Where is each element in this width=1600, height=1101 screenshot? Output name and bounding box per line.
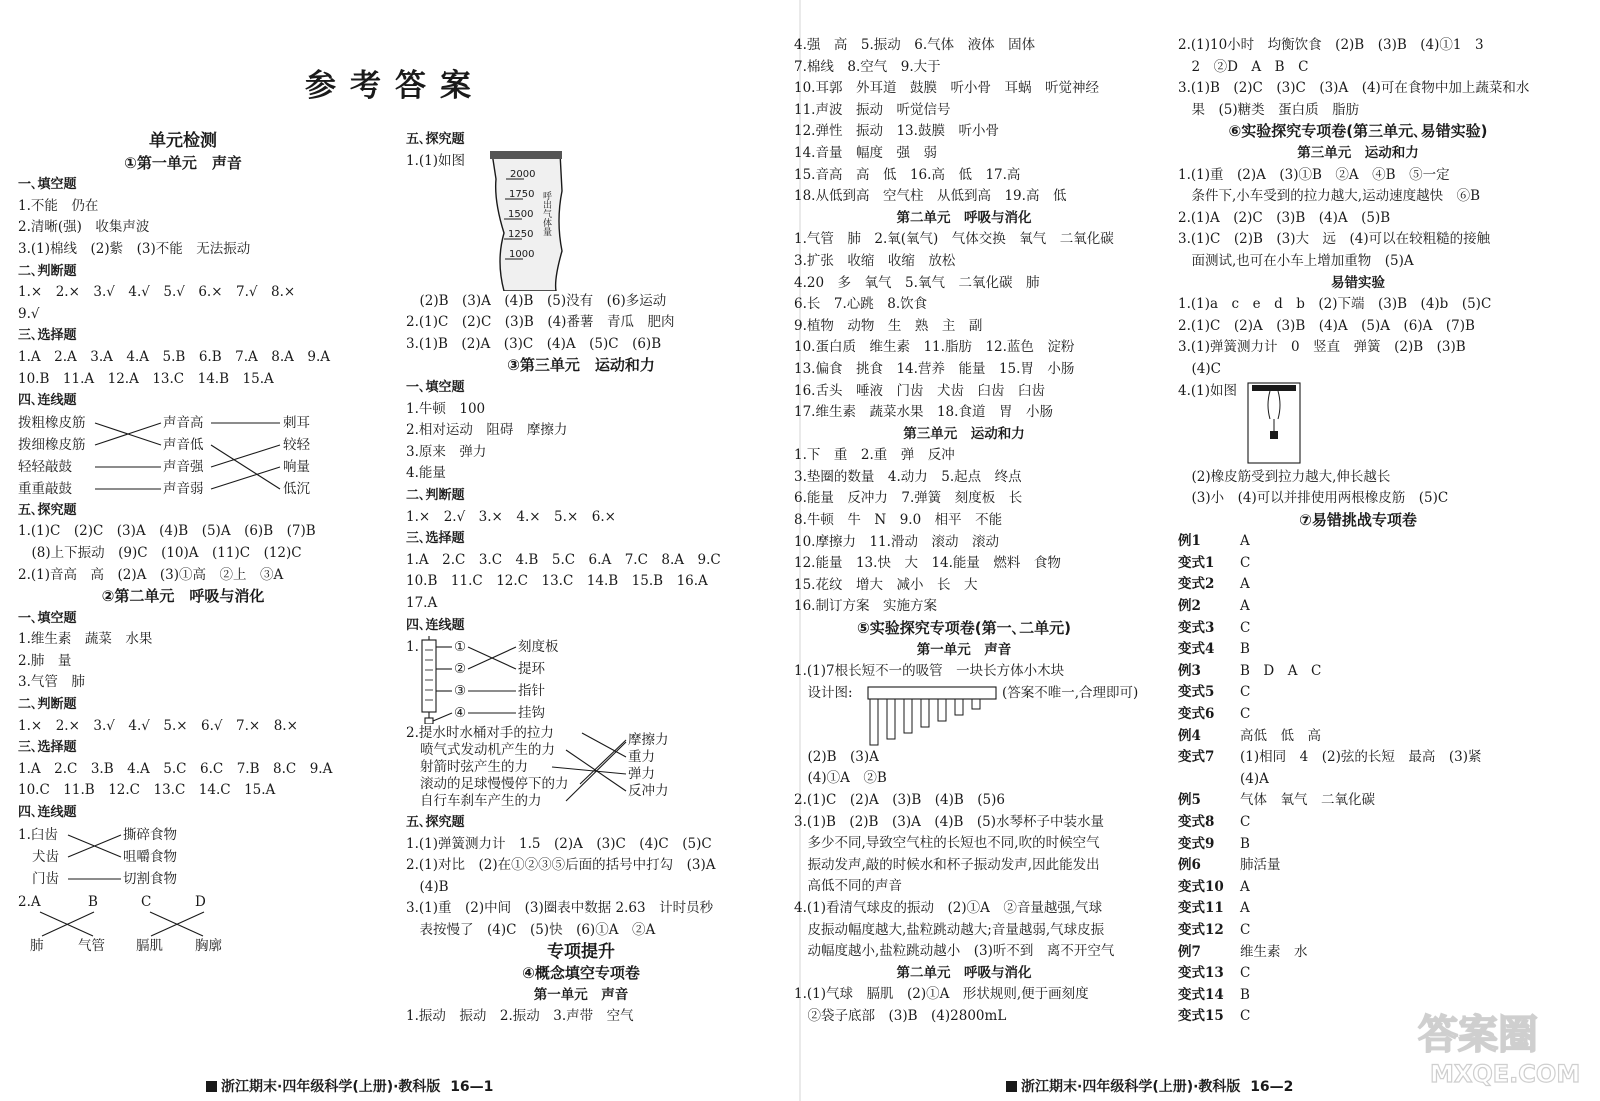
match-top: 2.A (18, 893, 41, 910)
section-heading: 单元检测 (149, 131, 217, 151)
answer-line: 2.(1)C (2)C (3)B (4)番薯 青瓜 肥肉 (406, 314, 675, 331)
match-bottom: 气管 (78, 937, 105, 954)
answer-line: 1.A 2.A 3.A 4.A 5.B 6.B 7.A 8.A 9.A (18, 348, 331, 365)
match-left: 1.臼齿 (18, 826, 58, 843)
item-answer: A (1240, 576, 1250, 593)
challenge-item (1178, 682, 1578, 704)
answer-line: 10.摩擦力 11.滑动 滚动 滚动 (794, 533, 999, 550)
challenge-item (1178, 790, 1578, 812)
challenge-item (1178, 920, 1578, 942)
footer-square-icon (1006, 1081, 1017, 1092)
matching-diagram-sound (18, 412, 398, 500)
match-right: 重力 (628, 749, 655, 766)
match-num: ④ (454, 705, 467, 722)
match-mid: 声音高 (163, 414, 204, 431)
item-answer: C (1240, 965, 1251, 982)
answer-line: 1.A 2.C 3.C 4.B 5.C 6.A 7.C 8.A 9.C (406, 551, 721, 568)
item-label: 变式4 (1178, 641, 1215, 658)
answer-line: 动幅度越小,盐粒跳动越小 (3)听不到 离不开空气 (794, 943, 1115, 960)
answer-line: 1.(1)弹簧测力计 1.5 (2)A (3)C (4)C (5)C (406, 835, 712, 852)
answer-line: 4.强 高 5.振动 6.气体 液体 固体 (794, 37, 1036, 53)
match-right: 低沉 (283, 480, 310, 497)
section-label: 四､连线题 (18, 393, 77, 409)
section-label: 五､探究题 (406, 815, 465, 831)
answer-line: ②袋子底部 (3)B (4)2800mL (794, 1007, 1007, 1024)
answer-line: 2.相对运动 阻碍 摩擦力 (406, 422, 568, 439)
challenge-item (1178, 618, 1578, 640)
match-mid: 声音弱 (163, 480, 204, 497)
item-label: 变式8 (1178, 814, 1215, 830)
column-2 (406, 129, 786, 1028)
answer-line: 12.弹性 振动 13.鼓膜 听小骨 (794, 123, 999, 140)
match-bottom: 膈肌 (136, 937, 163, 954)
answer-line: 1.振动 振动 2.振动 3.声带 空气 (406, 1008, 634, 1025)
matching-lines (18, 412, 398, 500)
item-answer: A (1240, 598, 1250, 615)
item-label: 变式7 (1178, 749, 1215, 766)
unit-title: ①第一单元 声音 (124, 153, 242, 172)
challenge-item (1178, 704, 1578, 726)
item-label: 例7 (1178, 943, 1201, 960)
item-label: 变式13 (1178, 965, 1224, 982)
section-label: 三､选择题 (18, 328, 77, 344)
answer-line: 条件下,小车受到的拉力越大,运动速度越快 ⑥B (1178, 188, 1481, 205)
match-right: 弹力 (628, 766, 655, 783)
item-label: 变式6 (1178, 706, 1215, 723)
watermark-text: 答案圈 (1418, 1012, 1538, 1058)
match-left: 滚动的足球慢慢停下的力 (420, 776, 569, 793)
answer-line: 9.植物 动物 生 熟 主 副 (794, 317, 983, 334)
unit-title: ②第二单元 呼吸与消化 (101, 587, 265, 606)
item-answer: A (1240, 878, 1250, 895)
item-answer: C (1240, 814, 1251, 830)
match-num: ① (454, 639, 467, 656)
force-matching (406, 724, 786, 812)
match-right: 指针 (518, 683, 545, 700)
answer-line: 2.肺 量 (18, 652, 72, 669)
answer-line: (8)上下振动 (9)C (10)A (11)C (12)C (18, 544, 302, 561)
item-answer: C (1240, 619, 1251, 636)
match-right: 较轻 (283, 436, 310, 453)
section-heading: 专项提升 (547, 941, 615, 962)
match-left: 门齿 (32, 870, 59, 887)
answer-line: 10.B 11.A 12.A 13.C 14.B 15.A (18, 370, 274, 387)
answer-line: 14.音量 幅度 强 弱 (794, 144, 937, 161)
footer-text: ·四年级科学(上册)·教科版 (1077, 1079, 1241, 1095)
answer-line: 1.牛顿 100 (406, 400, 486, 417)
item-label: 变式14 (1178, 986, 1224, 1003)
match-right: 反冲力 (628, 783, 669, 800)
answer-line: 设计图: (794, 684, 853, 701)
item-label: 例1 (1178, 533, 1201, 550)
match-left: 喷气式发动机产生的力 (420, 742, 555, 759)
answer-line: 6.能量 反冲力 7.弹簧 刻度板 长 (794, 490, 1023, 507)
answer-line: 3.原来 弹力 (406, 443, 487, 460)
match-top: D (195, 893, 206, 910)
answer-line: (2)橡皮筋受到拉力越大,伸长越长 (1178, 468, 1391, 485)
answer-line: (2)B (3)A (4)B (5)没有 (6)多运动 (406, 292, 667, 309)
rubber-band-figure (1178, 381, 1578, 467)
answer-line: 振动发声,敲的时候水和杯子振动发声,因此能发出 (794, 856, 1100, 873)
answer-line: 表按慢了 (4)C (5)快 (6)①A ②A (406, 922, 656, 939)
answer-line: 18.从低到高 空气柱 从低到高 19.高 低 (794, 188, 1067, 205)
answer-line: 10.C 11.B 12.C 13.C 14.C 15.A (18, 782, 276, 799)
item-answer: 维生素 水 (1240, 943, 1308, 960)
section-label: 二､判断题 (18, 697, 77, 713)
challenge-item (1178, 834, 1578, 856)
match-bottom: 胸廓 (195, 937, 222, 954)
answer-line: 4.20 多 氧气 5.氧气 二氧化碳 肺 (794, 274, 1040, 291)
tick-label: 1250 (508, 228, 534, 240)
answer-line: 13.偏食 挑食 14.营养 能量 15.胃 小肠 (794, 360, 1075, 377)
challenge-item (1178, 769, 1578, 791)
answer-line: 2.(1)C (2)A (3)B (4)B (5)6 (794, 792, 1006, 808)
challenge-item (1178, 942, 1578, 964)
challenge-item (1178, 877, 1578, 899)
challenge-item (1178, 747, 1578, 769)
answer-line: 6.长 7.心跳 8.饮食 (794, 296, 928, 313)
item-label: 变式3 (1178, 619, 1215, 636)
watermark-url: MXQE.COM (1430, 1060, 1581, 1088)
challenge-item (1178, 898, 1578, 920)
match-right: 响量 (283, 458, 310, 475)
answer-line: 1.(1)7根长短不一的吸管 一块长方体小木块 (794, 663, 1065, 680)
unit-title: ③第三单元 运动和力 (507, 356, 655, 375)
answer-line: 17.A (406, 594, 438, 611)
answer-line: 1.A 2.C 3.B 4.A 5.C 6.C 7.B 8.C 9.A (18, 760, 333, 777)
spring-scale-matching (406, 636, 786, 724)
spring-scale-drawing (406, 636, 786, 724)
unit-title: ⑦易错挑战专项卷 (1299, 510, 1417, 529)
item-label: 例3 (1178, 662, 1201, 679)
match-num: 1. (406, 639, 419, 656)
section-label: 二､判断题 (406, 487, 465, 503)
challenge-item (1178, 553, 1578, 575)
subunit-title: 第一单元 声音 (533, 986, 629, 1003)
tick-label: 1750 (509, 188, 535, 200)
section-label: 三､选择题 (18, 740, 77, 756)
unit-title: ④概念填空专项卷 (522, 964, 640, 983)
subunit-title: 第二单元 呼吸与消化 (896, 209, 1032, 226)
challenge-item (1178, 596, 1578, 618)
item-answer: C (1240, 921, 1251, 938)
answer-line: 1.下 重 2.重 弹 反冲 (794, 447, 955, 464)
challenge-item (1178, 574, 1578, 596)
item-answer: B (1240, 641, 1250, 658)
answer-line: 2.(1)A (2)C (3)B (4)A (5)B (1178, 209, 1391, 226)
item-answer: C (1240, 706, 1251, 723)
section-label: 五､探究题 (406, 132, 465, 147)
answer-line: 3.(1)重 (2)中间 (3)圈表中数据 2.63 计时员秒 (406, 900, 714, 917)
answer-line: 4.能量 (406, 465, 446, 482)
bag-figure (406, 151, 786, 291)
unit-title: ⑤实验探究专项卷(第一､二单元) (857, 619, 1071, 638)
column-4 (1178, 35, 1578, 1028)
answer-line: 3.扩张 收缩 收缩 放松 (794, 252, 956, 269)
answer-line: 1.× 2.× 3.√ 4.√ 5.× 6.√ 7.× 8.× (18, 717, 298, 734)
answer-line: 2.(1)C (2)A (3)B (4)A (5)A (6)A (7)B (1178, 317, 1475, 334)
column-1 (18, 131, 398, 956)
answer-line: 8.牛顿 牛 N 9.0 相平 不能 (794, 512, 1003, 529)
right-page (794, 0, 1600, 1101)
answer-line: 1.× 2.× 3.√ 4.√ 5.√ 6.× 7.√ 8.× (18, 284, 296, 301)
answer-line: 7.棉线 8.空气 9.大于 (794, 58, 941, 75)
answer-line: 皮振动幅度越大,盐粒跳动越大;音量越弱,气球皮振 (794, 921, 1105, 938)
footer-text: ·四年级科学(上册)·教科版 (277, 1079, 441, 1095)
challenge-item (1178, 639, 1578, 661)
section-label: 一､填空题 (18, 610, 77, 626)
answer-line: 4.(1)看清气球皮的振动 (2)①A ②音量越强,气球 (794, 899, 1103, 916)
answer-line: 10.B 11.C 12.C 13.C 14.B 15.B 16.A (406, 573, 708, 590)
answer-line: 1.维生素 蔬菜 水果 (18, 631, 153, 648)
subunit-title: 第三单元 运动和力 (903, 425, 1025, 442)
section-label: 一､填空题 (18, 177, 77, 193)
match-left: 自行车刹车产生的力 (420, 793, 542, 810)
force-matching-lines (406, 724, 786, 812)
tick-label: 1500 (508, 208, 534, 220)
answer-line: (4)B (406, 878, 449, 895)
answer-line: 16.舌头 唾液 门齿 犬齿 臼齿 臼齿 (794, 382, 1045, 399)
match-right: 切割食物 (123, 870, 177, 887)
answer-line: 面测试,也可在小车上增加重物 (5)A (1178, 252, 1414, 269)
watermark (1390, 1000, 1590, 1090)
subunit-title: 第一单元 声音 (916, 641, 1012, 658)
match-right: 刻度板 (518, 639, 559, 656)
item-answer: (4)A (1240, 770, 1269, 787)
answer-line: 2.(1)对比 (2)在①②③⑤后面的括号中打勾 (3)A (406, 857, 716, 874)
footer-brand: 浙江期末 (221, 1079, 277, 1095)
match-right: 提环 (518, 661, 545, 678)
answer-line: 3.(1)B (2)B (3)A (4)B (5)水琴杯子中装水量 (794, 813, 1105, 830)
challenge-item (1178, 661, 1578, 683)
section-label: 五､探究题 (18, 502, 77, 518)
item-label: 变式10 (1178, 878, 1224, 895)
page-number: 16—2 (1250, 1079, 1294, 1095)
subunit-title: 第三单元 运动和力 (1297, 144, 1419, 161)
match-right: 咀嚼食物 (123, 848, 177, 865)
answer-line: 1.气管 肺 2.氧(氧气) 气体交换 氧气 二氧化碳 (794, 231, 1114, 248)
match-mid: 声音强 (163, 458, 204, 475)
answer-line: 3.(1)棉线 (2)紫 (3)不能 无法振动 (18, 240, 251, 257)
answer-line: 16.制订方案 实施方案 (794, 598, 937, 615)
answer-line: 1.(1)气球 膈肌 (2)①A 形状规则,便于画刻度 (794, 986, 1089, 1003)
answer-line: 17.维生素 蔬菜水果 18.食道 胃 小肠 (794, 404, 1053, 421)
answer-line: 多少不同,导致空气柱的长短也不同,吹的时候空气 (794, 835, 1100, 852)
item-answer: (1)相同 4 (2)弦的长短 最高 (3)紧 (1240, 749, 1482, 766)
answer-line: 1.(1)如图 (406, 152, 466, 169)
challenge-items (1178, 531, 1578, 1028)
answer-line: 3.垫圈的数量 4.动力 5.起点 终点 (794, 468, 1022, 485)
item-answer: 气体 氧气 二氧化碳 (1240, 792, 1375, 809)
answer-line: 3.(1)B (2)A (3)C (4)A (5)C (6)B (406, 335, 662, 352)
answer-line: 2.(1)10小时 均衡饮食 (2)B (3)B (4)①1 3 (1178, 37, 1484, 53)
match-mid: 声音低 (163, 436, 204, 453)
item-answer: B (1240, 835, 1250, 852)
challenge-item (1178, 855, 1578, 877)
item-label: 例5 (1178, 792, 1201, 809)
column-3 (794, 35, 1184, 1028)
match-right: 摩擦力 (628, 732, 669, 749)
answer-line: 3.(1)弹簧测力计 0 竖直 弹簧 (2)B (3)B (1178, 339, 1466, 356)
footer-brand: 浙江期末 (1021, 1079, 1077, 1095)
match-left: 2.提水时水桶对手的拉力 (406, 725, 554, 742)
watermark-logo (1390, 1000, 1590, 1090)
item-answer: A (1240, 900, 1250, 917)
page-title: 参考答案 (305, 68, 485, 104)
subunit-title: 易错实验 (1331, 274, 1385, 291)
answer-line: 高低不同的声音 (794, 878, 902, 895)
item-label: 变式11 (1178, 900, 1224, 917)
answer-line: 1.× 2.√ 3.× 4.× 5.× 6.× (406, 508, 616, 525)
page-number: 16—1 (450, 1079, 494, 1095)
section-label: 四､连线题 (18, 805, 77, 821)
challenge-item (1178, 812, 1578, 834)
page-footer (1006, 1076, 1293, 1096)
section-label: 二､判断题 (18, 263, 77, 279)
item-answer: C (1240, 1008, 1251, 1025)
section-label: 三､选择题 (406, 531, 465, 547)
unit-title: ⑥实验探究专项卷(第三单元､易错实验) (1228, 122, 1488, 141)
rubber-band-drawing (1178, 381, 1578, 467)
answer-line: 2.清晰(强) 收集声波 (18, 219, 150, 236)
bag-label: 呼出气体量 (541, 190, 551, 236)
item-answer: C (1240, 684, 1251, 701)
straw-design-figure (794, 683, 1184, 747)
matching-diagram-teeth (18, 824, 398, 956)
challenge-item (1178, 726, 1578, 748)
answer-line: (4)①A ②B (794, 770, 887, 787)
match-left: 犬齿 (32, 848, 59, 865)
answer-line: 1.(1)C (2)C (3)A (4)B (5)A (6)B (7)B (18, 523, 316, 540)
tick-label: 2000 (510, 168, 536, 180)
item-answer: A (1240, 533, 1250, 550)
answer-line: (2)B (3)A (794, 748, 879, 765)
section-label: 四､连线题 (406, 617, 465, 633)
item-label: 变式2 (1178, 576, 1215, 593)
answer-line: 1.(1)a c e d b (2)下端 (3)B (4)b (5)C (1178, 296, 1492, 313)
item-label: 例4 (1178, 727, 1201, 744)
match-top: B (88, 893, 98, 910)
tick-label: 1000 (509, 248, 535, 260)
answer-line: (3)小 (4)可以并排使用两根橡皮筋 (5)C (1178, 490, 1449, 507)
item-label: 变式12 (1178, 921, 1224, 938)
match-num: ③ (454, 683, 467, 700)
answer-line: 3.(1)C (2)B (3)大 远 (4)可以在较粗糙的接触 (1178, 231, 1491, 248)
answer-line: 3.气管 肺 (18, 674, 85, 691)
item-answer: B (1240, 986, 1250, 1003)
match-left: 拨细橡皮筋 (18, 436, 86, 453)
answer-line: 4.(1)如图 (1178, 382, 1238, 399)
item-answer: 肺活量 (1240, 857, 1281, 874)
item-label: 变式1 (1178, 554, 1215, 571)
answer-line: 10.蛋白质 维生素 11.脂肪 12.蓝色 淀粉 (794, 339, 1075, 356)
matching-lines (18, 824, 398, 956)
match-left: 拨粗橡皮筋 (18, 414, 86, 431)
match-left: 重重敲鼓 (18, 480, 72, 497)
item-label: 变式15 (1178, 1008, 1224, 1025)
item-label: 例2 (1178, 598, 1201, 615)
item-answer: C (1240, 554, 1251, 571)
item-label: 例6 (1178, 857, 1201, 874)
answer-line: 10.耳郭 外耳道 鼓膜 听小骨 耳蜗 听觉神经 (794, 80, 1099, 97)
answer-line: 果 (5)糖类 蛋白质 脂肪 (1178, 101, 1360, 118)
match-right: 撕碎食物 (123, 826, 177, 843)
match-num: ② (454, 661, 467, 678)
answer-line: 1.不能 仍在 (18, 197, 99, 214)
answer-line: 9.√ (18, 305, 40, 322)
match-left: 射箭时弦产生的力 (420, 759, 528, 776)
match-right: 刺耳 (283, 414, 310, 431)
answer-line: (4)C (1178, 360, 1221, 377)
item-label: 变式9 (1178, 835, 1215, 852)
answer-line: 1.(1)重 (2)A (3)①B ②A ④B ⑤一定 (1178, 166, 1450, 183)
answer-line: 3.(1)B (2)C (3)C (3)A (4)可在食物中加上蔬菜和水 (1178, 80, 1530, 97)
footer-square-icon (206, 1081, 217, 1092)
answer-line: 15.花纹 增大 减小 长 大 (794, 576, 978, 593)
match-bottom: 肺 (30, 937, 44, 954)
match-left: 轻轻敲鼓 (18, 458, 72, 475)
item-answer: B D A C (1240, 662, 1322, 679)
page-footer (206, 1076, 493, 1096)
answer-note: (答案不唯一,合理即可) (1002, 684, 1139, 701)
challenge-item (1178, 531, 1578, 553)
answer-line: 2.(1)音高 高 (2)A (3)①高 ②上 ③A (18, 566, 284, 583)
section-label: 一､填空题 (406, 379, 465, 395)
answer-line: 12.能量 13.快 大 14.能量 燃料 食物 (794, 555, 1061, 572)
item-answer: 高低 低 高 (1240, 727, 1321, 744)
match-top: C (141, 893, 152, 910)
answer-line: 15.音高 高 低 16.高 低 17.高 (794, 166, 1021, 183)
answer-line: 2 ②D A B C (1178, 58, 1309, 75)
match-right: 挂钩 (518, 705, 545, 722)
subunit-title: 第二单元 呼吸与消化 (896, 964, 1032, 981)
challenge-item (1178, 963, 1578, 985)
item-label: 变式5 (1178, 684, 1215, 701)
answer-line: 11.声波 振动 听觉信号 (794, 101, 951, 118)
